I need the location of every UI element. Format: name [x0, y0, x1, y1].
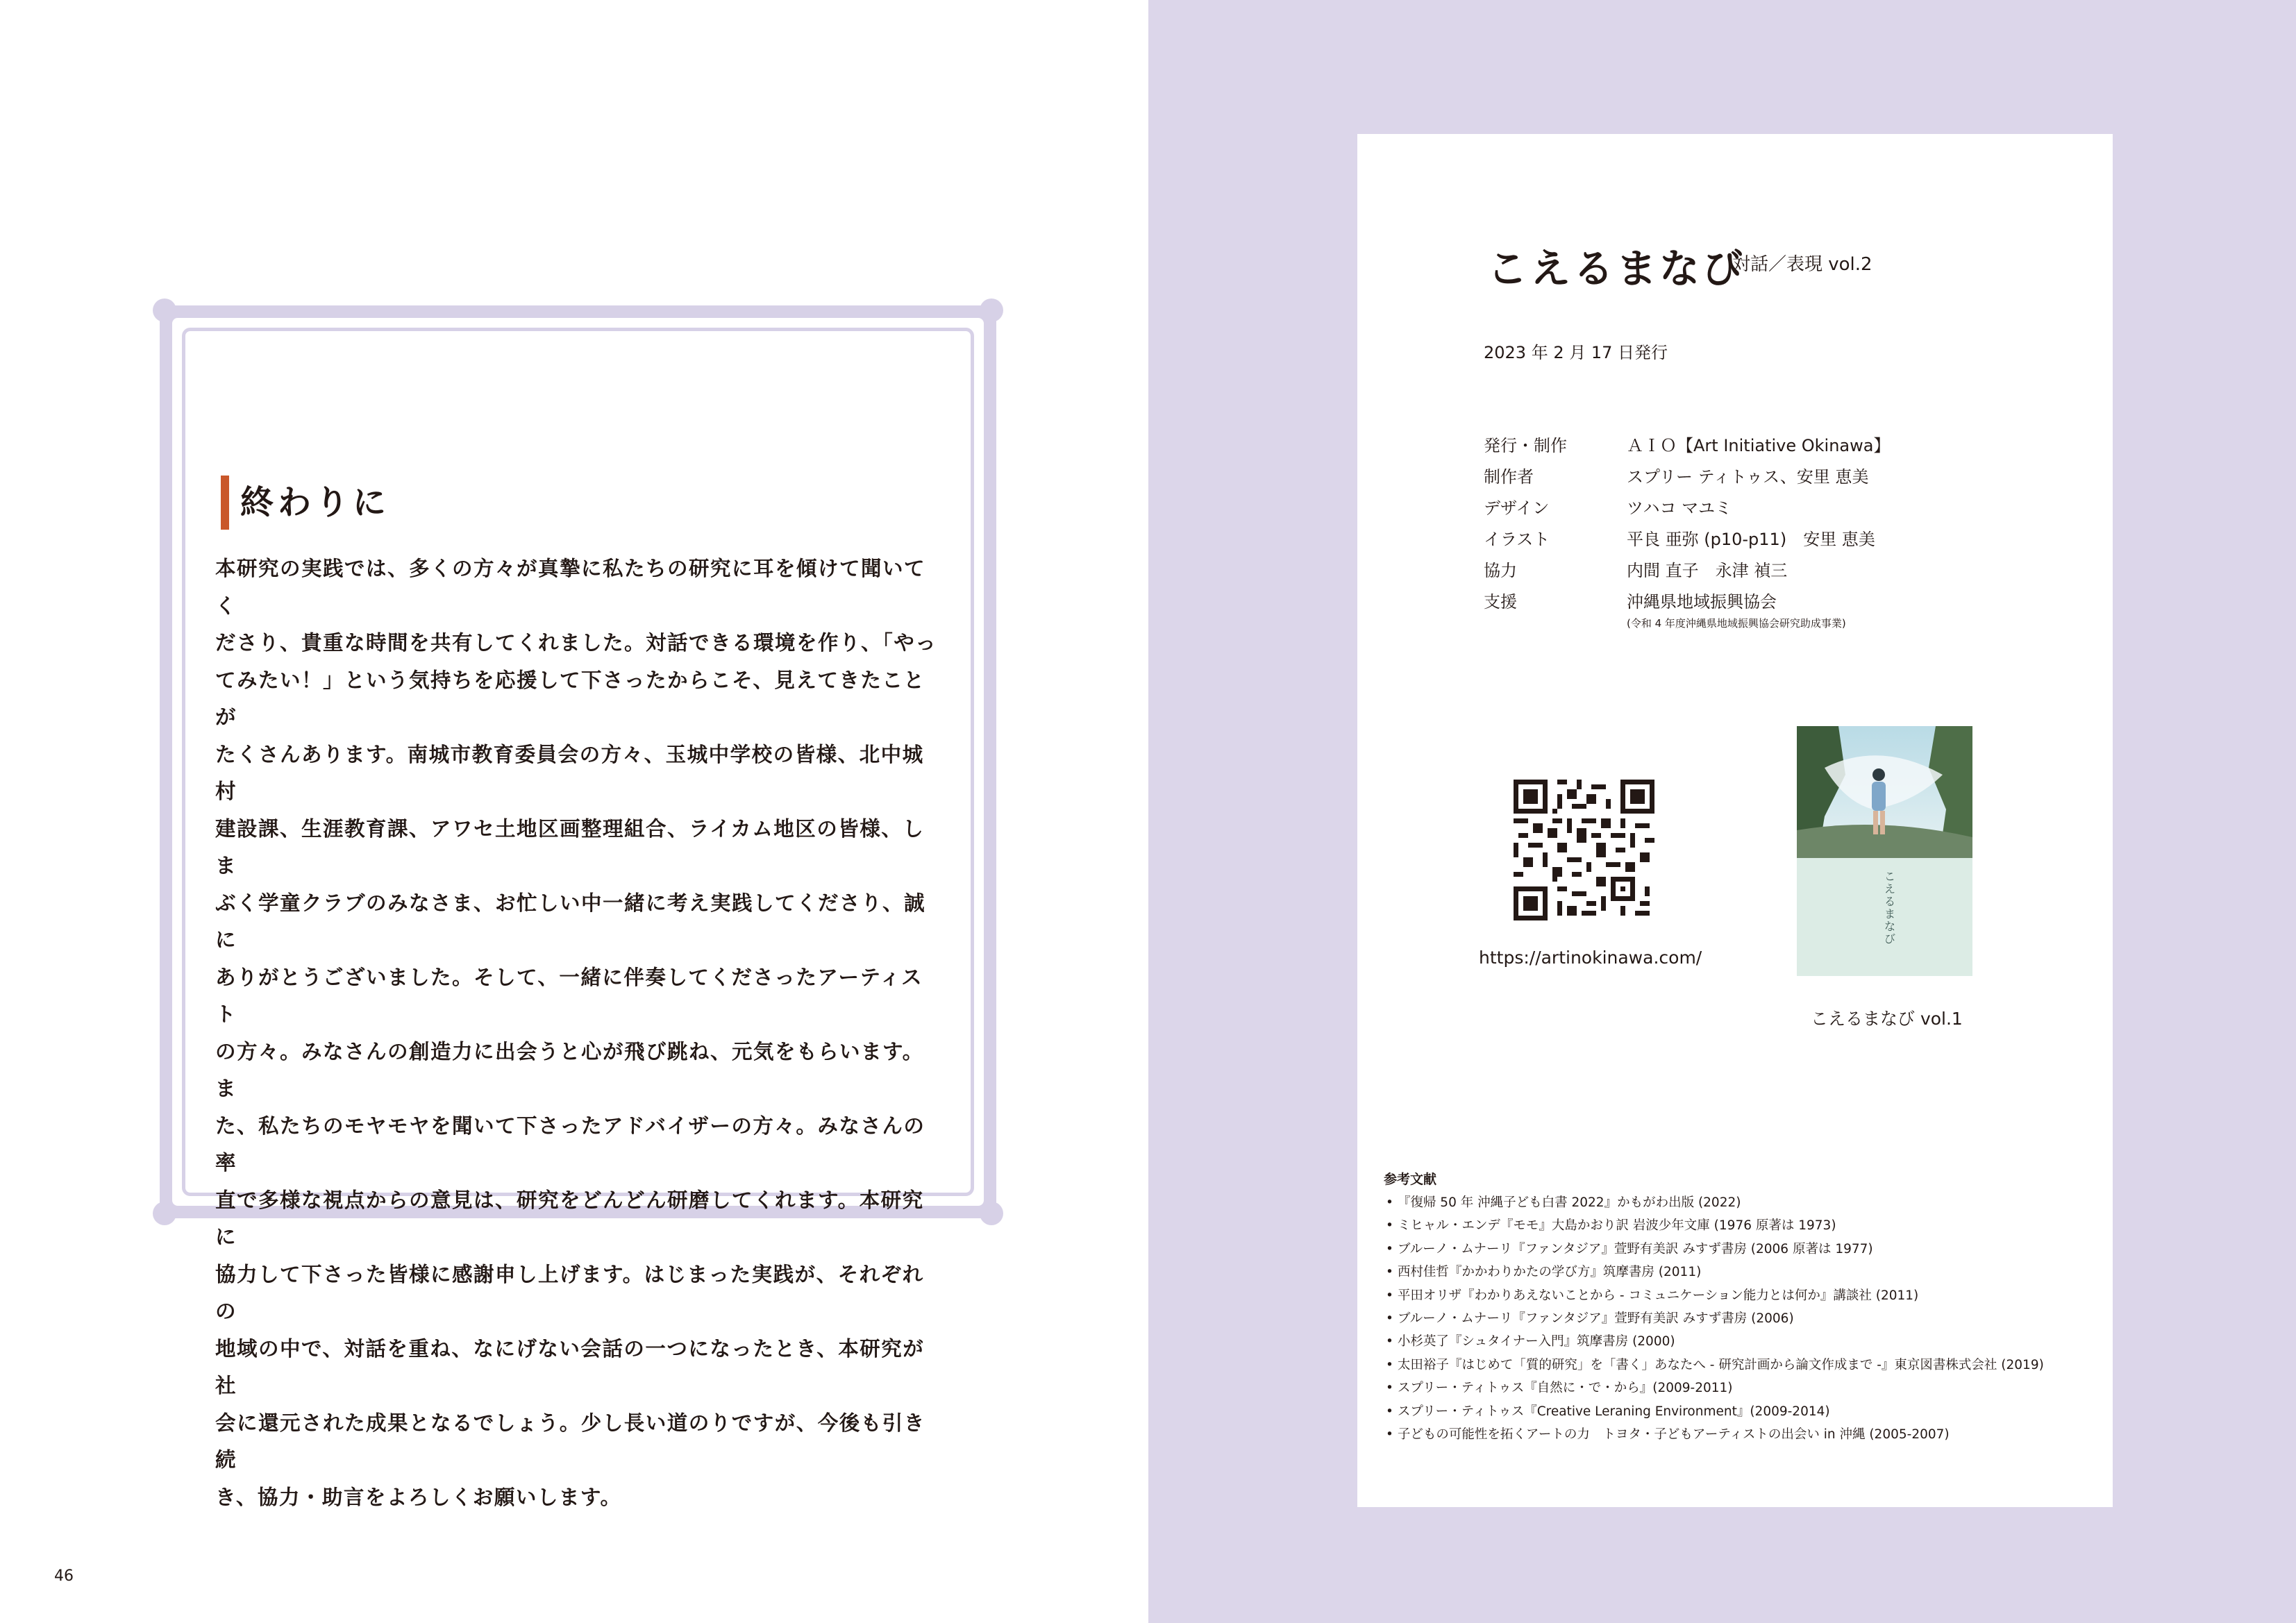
credit-label: 発行・制作 [1484, 436, 1567, 455]
support-note: (令和 4 年度沖縄県地域振興協会研究助成事業) [1627, 617, 1846, 630]
frame-corner [153, 298, 176, 322]
reference-item: • 西村佳哲『かかわりかたの学び方』筑摩書房 (2011) [1386, 1261, 2044, 1284]
body-line: 地域の中で、対話を重ね、なにげない会話の一つになったとき、本研究が社 [215, 1336, 925, 1397]
frame-corner [980, 1202, 1003, 1225]
reference-item: • 小杉英了『シュタイナー入門』筑摩書房 (2000) [1386, 1330, 2044, 1353]
credit-label: 制作者 [1484, 467, 1534, 487]
credit-value: スプリー ティトゥス、安里 恵美 [1627, 467, 1869, 487]
body-line: ぶく学童クラブのみなさま、お忙しい中一緒に考え実践してくださり、誠に [215, 891, 926, 952]
credit-label: デザイン [1484, 498, 1550, 518]
body-line: 本研究の実践では、多くの方々が真摯に私たちの研究に耳を傾けて聞いてく [215, 557, 926, 618]
frame-corner [153, 1202, 176, 1225]
reference-item: • ブルーノ・ムナーリ『ファンタジア』萱野有美訳 みすず書房 (2006 原著は 1977) [1386, 1238, 2044, 1261]
svg-text:び: び [1884, 932, 1896, 945]
heading-accent-bar [221, 476, 229, 530]
references-heading: 参考文献 [1384, 1172, 1437, 1187]
cover-title-vertical [1884, 870, 1895, 945]
body-text [215, 550, 941, 1516]
cover-image [1797, 726, 1972, 976]
qr-code-icon[interactable] [1514, 780, 1654, 920]
svg-text:こ: こ [1884, 870, 1896, 883]
credit-value: ＡＩＯ【Art Initiative Okinawa】 [1627, 436, 1891, 455]
credit-value: 沖縄県地域振興協会 [1627, 592, 1777, 612]
credit-label: 支援 [1484, 592, 1517, 612]
credit-value: ツハコ マユミ [1627, 498, 1732, 518]
svg-text:る: る [1884, 895, 1896, 908]
website-url-link[interactable]: https://artinokinawa.com/ [1479, 948, 1702, 968]
body-line: た、私たちのモヤモヤを聞いて下さったアドバイザーの方々。みなさんの率 [215, 1113, 925, 1175]
reference-item: • スプリー・ティトゥス『自然に・で・から』(2009-2011) [1386, 1377, 2044, 1399]
body-line: 会に還元された成果となるでしょう。少し長い道のりですが、今後も引き続 [215, 1411, 925, 1472]
svg-text:え: え [1884, 882, 1896, 895]
reference-item: • 平田オリザ『わかりあえないことから - コミュニケーション能力とは何か』講談社 (2011) [1386, 1284, 2044, 1307]
credit-value: 内間 直子 永津 禎三 [1627, 561, 1788, 580]
svg-text:な: な [1884, 920, 1896, 933]
reference-item: • スプリー・ティトゥス『Creative Leraning Environment』(2009-2014) [1386, 1400, 2044, 1423]
body-line: 建設課、生涯教育課、アワセ土地区画整理組合、ライカム地区の皆様、しま [215, 816, 925, 877]
credit-label: イラスト [1484, 530, 1550, 549]
body-line: てみたい！」という気持ちを応援して下さったからこそ、見えてきたことが [215, 668, 925, 729]
body-line: たくさんあります。南城市教育委員会の方々、玉城中学校の皆様、北中城村 [215, 742, 924, 803]
references-list [1386, 1191, 2044, 1446]
body-line: の方々。みなさんの創造力に出会うと心が飛び跳ね、元気をもらいます。ま [215, 1039, 924, 1100]
credit-value: 平良 亜弥 (p10-p11) 安里 恵美 [1627, 530, 1875, 549]
body-line: ださり、貴重な時間を共有してくれました。対話できる環境を作り、「やっ [215, 631, 937, 655]
credit-label: 協力 [1484, 561, 1517, 580]
page-number: 46 [54, 1567, 74, 1585]
reference-item: • 太田裕子『はじめて「質的研究」を「書く」あなたへ - 研究計画から論文作成まで -』東京図書株式会社 (2019) [1386, 1354, 2044, 1377]
svg-text:ま: ま [1884, 907, 1896, 920]
body-line: 協力して下さった皆様に感謝申し上げます。はじまった実践が、それぞれの [215, 1262, 924, 1323]
publication-title: こえるまなび [1487, 245, 1746, 292]
body-line: ありがとうございました。そして、一緒に伴奏してくださったアーティスト [215, 965, 923, 1026]
reference-item: • 『復帰 50 年 沖縄子ども白書 2022』かもがわ出版 (2022) [1386, 1191, 2044, 1214]
publication-subtitle: 対話／表現 vol.2 [1732, 254, 1872, 275]
reference-item: • ブルーノ・ムナーリ『ファンタジア』萱野有美訳 みすず書房 (2006) [1386, 1307, 2044, 1330]
reference-item: • 子どもの可能性を拓くアートの力 トヨタ・子どもアーティストの出会い in 沖縄 (2005-2007) [1386, 1423, 2044, 1446]
frame-corner [980, 298, 1003, 322]
body-line: 直で多様な視点からの意見は、研究をどんどん研磨してくれます。本研究に [215, 1188, 924, 1249]
section-heading: 終わりに [240, 483, 391, 522]
body-line: き、協力・助言をよろしくお願いします。 [215, 1485, 622, 1509]
cover-caption: こえるまなび vol.1 [1811, 1009, 1963, 1029]
reference-item: • ミヒャル・エンデ『モモ』大島かおり訳 岩波少年文庫 (1976 原著は 1973) [1386, 1214, 2044, 1237]
publication-date: 2023 年 2 月 17 日発行 [1484, 343, 1668, 362]
